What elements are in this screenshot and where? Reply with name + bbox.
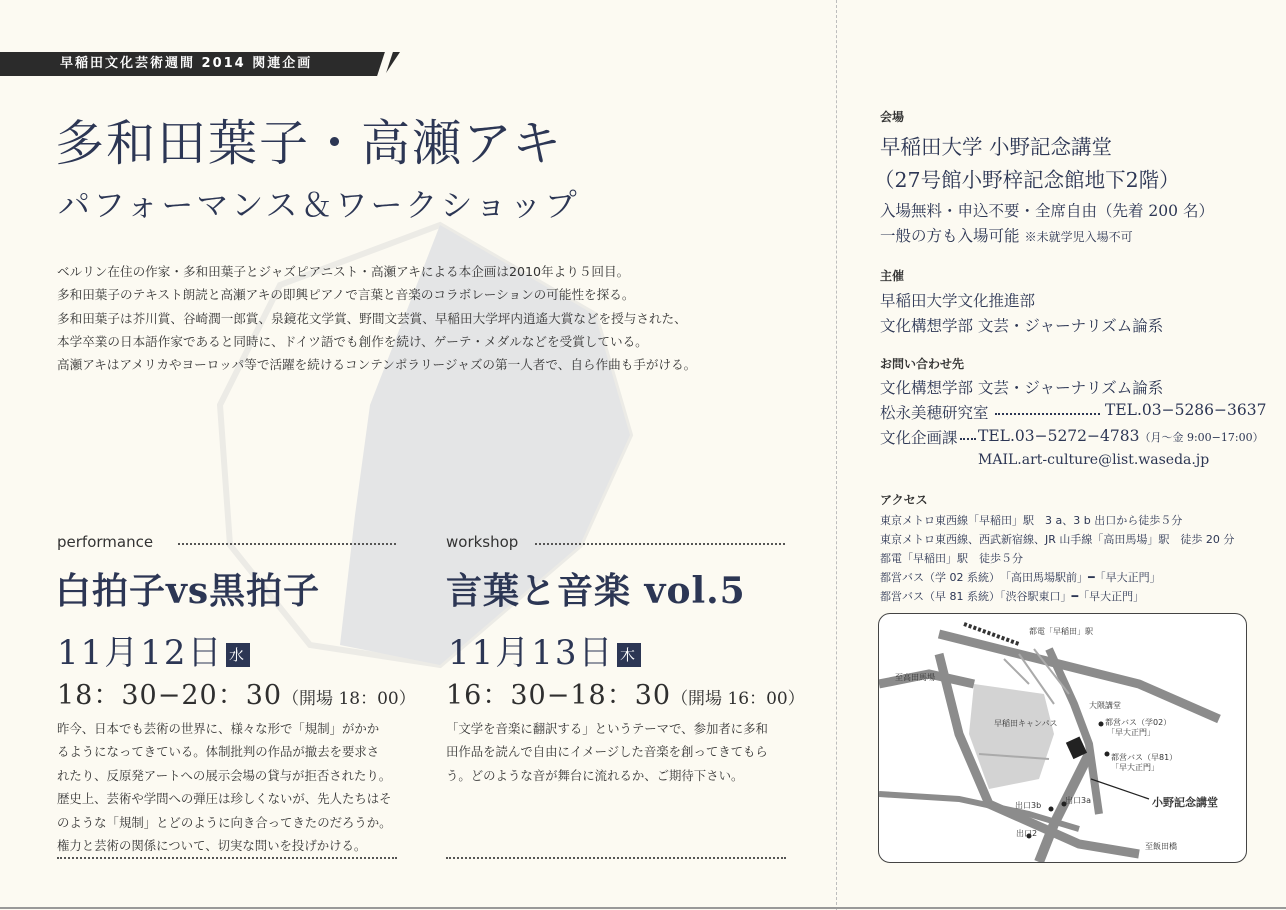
- exit-marker: [1049, 807, 1054, 812]
- bus-stop-marker: [1099, 722, 1104, 727]
- intro-text: [57, 260, 817, 376]
- workshop-time-text: 16：30−18：30: [446, 680, 672, 711]
- organizer-line: 文化構想学部 文芸・ジャーナリズム論系: [880, 317, 1164, 335]
- access-list: [880, 511, 1234, 606]
- performance-time: [57, 673, 416, 712]
- access-line: 都電「早稲田」駅 徒歩５分: [880, 552, 1023, 565]
- map-label-iidabashi: 至飯田橋: [1145, 842, 1177, 851]
- performance-dow: 水: [226, 643, 250, 667]
- performance-desc-line: るようになってきている。体制批判の作品が撤去を要求さ: [57, 744, 380, 760]
- contact-lab-tel: TEL.03−5286−3637: [1105, 401, 1267, 419]
- performance-desc-line: のような「規制」とどのように向き合ってきたのだろうか。: [57, 814, 392, 830]
- access-line: 東京メトロ東西線、西武新宿線、JR 山手線「高田馬場」駅 徒歩 20 分: [880, 533, 1235, 546]
- performance-open-time: （開場 18：00）: [282, 689, 416, 709]
- map-label-takadanobaba: 至高田馬場: [895, 673, 935, 682]
- venue-public: [880, 224, 1133, 246]
- performance-description: [57, 717, 392, 857]
- performance-date: [57, 625, 250, 674]
- workshop-description: [446, 717, 768, 787]
- contact-office-tel: TEL.03−5272−4783: [978, 427, 1140, 445]
- contact-lab-leader: [995, 413, 1100, 415]
- bus-stop-marker: [1105, 752, 1110, 757]
- contact-office: 文化企画課: [880, 429, 958, 447]
- main-title: 多和田葉子・高瀬アキ: [55, 115, 564, 172]
- workshop-desc-line: 「文学を音楽に翻訳する」というテーマで、参加者に多和: [446, 721, 768, 736]
- map-label-toden: 都電「早稲田」駅: [1029, 627, 1093, 636]
- venue-admission: 入場無料・申込不要・全席自由（先着 200 名）: [880, 202, 1214, 220]
- map-label-bus1b: 「早大正門」: [1107, 728, 1155, 737]
- access-map: [878, 613, 1247, 863]
- performance-time-text: 18：30−20：30: [57, 680, 283, 711]
- map-label-exit3b: 出口3b: [1015, 801, 1042, 810]
- contact-office-hours: （月〜金 9:00−17:00）: [1139, 431, 1264, 444]
- contact-mail: MAIL.art-culture@list.waseda.jp: [978, 452, 1210, 468]
- workshop-desc-line: う。どのような音が舞台に流れるか、ご期待下さい。: [446, 767, 744, 783]
- access-line: 東京メトロ東西線「早稲田」駅 3 a、3 b 出口から徒歩５分: [880, 514, 1183, 527]
- intro-line: ベルリン在住の作家・多和田葉子とジャズピアニスト・高瀬アキによる本企画は2010年より５回目。: [57, 264, 630, 279]
- intro-line: 高瀬アキはアメリカやヨーロッパ等で活躍を続けるコンテンポラリージャズの第一人者で、自ら作曲も手がける。: [57, 357, 697, 373]
- contact-dept: 文化構想学部 文芸・ジャーナリズム論系: [880, 379, 1164, 397]
- intro-line: 多和田葉子は芥川賞、谷崎潤一郎賞、泉鏡花文学賞、野間文芸賞、早稲田大学坪内逍遙大賞などを授与された、: [57, 310, 687, 326]
- venue-building: （27号館小野梓記念館地下2階）: [874, 168, 1180, 192]
- performance-desc-line: 権力と芸術の関係について、切実な問いを投げかける。: [57, 838, 367, 854]
- intro-line: 本学卒業の日本語作家であると同時に、ドイツ語でも創作を続け、ゲーテ・メダルなどを受賞している。: [57, 333, 648, 349]
- access-line: 都営バス（早 81 系統）「渋谷駅東口」━「早大正門」: [880, 590, 1145, 603]
- workshop-bottom-rule: [446, 857, 786, 859]
- performance-desc-line: れたり、反原発アートへの展示会場の貸与が拒否されたり。: [57, 767, 392, 783]
- map-label-exit3a: 出口3a: [1065, 796, 1091, 805]
- organizer-line: 早稲田大学文化推進部: [880, 292, 1036, 310]
- workshop-desc-line: 田作品を読んで自由にイメージした音楽を創ってきてもら: [446, 744, 768, 760]
- map-label-exit2: 出口2: [1016, 829, 1038, 838]
- bottom-rule: [0, 907, 1286, 909]
- map-label-bus2: 都営バス（早81）: [1111, 753, 1178, 762]
- contact-heading: お問い合わせ先: [880, 357, 965, 371]
- map-label-bus2b: 「早大正門」: [1111, 763, 1159, 772]
- workshop-dow: 木: [617, 643, 641, 667]
- access-heading: アクセス: [880, 493, 928, 507]
- performance-dotted-rule: [178, 543, 396, 545]
- map-drawing: [879, 614, 1246, 862]
- venue-heading: 会場: [880, 110, 905, 124]
- workshop-time: [446, 673, 805, 712]
- workshop-title: 言葉と音楽 vol.5: [446, 570, 746, 612]
- map-label-campus: 早稲田キャンパス: [994, 719, 1058, 728]
- sub-title: パフォーマンス＆ワークショップ: [58, 186, 580, 224]
- workshop-dotted-rule: [535, 543, 785, 545]
- workshop-date: [448, 625, 641, 674]
- venue-public-text: 一般の方も入場可能: [880, 227, 1020, 245]
- map-label-okuma: 大隈講堂: [1089, 701, 1121, 710]
- performance-title: 白拍子vs黒拍子: [55, 570, 321, 612]
- banner-text: 早稲田文化芸術週間 2014 関連企画: [60, 56, 313, 71]
- contact-office-tel-line: [978, 426, 1264, 445]
- performance-label: performance: [57, 533, 154, 551]
- workshop-open-time: （開場 16：00）: [671, 689, 805, 709]
- workshop-label: workshop: [446, 533, 519, 551]
- organizer-heading: 主催: [880, 269, 905, 283]
- map-label-ono: 小野記念講堂: [1152, 796, 1218, 809]
- venue-name: 早稲田大学 小野記念講堂: [880, 135, 1113, 159]
- column-divider: [836, 0, 837, 910]
- workshop-date-text: 11月13日: [448, 633, 615, 673]
- performance-date-text: 11月12日: [57, 633, 224, 673]
- access-line: 都営バス（学 02 系統） 「高田馬場駅前」━「早大正門」: [880, 571, 1161, 584]
- performance-bottom-rule: [57, 857, 397, 859]
- performance-desc-line: 歴史上、芸術や学問への弾圧は珍しくないが、先人たちはそ: [57, 791, 392, 807]
- performance-desc-line: 昨今、日本でも芸術の世界に、様々な形で「規制」がかか: [57, 721, 380, 736]
- map-label-bus1: 都営バス（学02）: [1105, 718, 1172, 727]
- contact-lab: 松永美穂研究室: [880, 404, 989, 422]
- intro-line: 多和田葉子のテキスト朗読と高瀬アキの即興ピアノで言葉と音楽のコラボレーションの可能性を探る。: [57, 287, 635, 303]
- campus-area: [969, 684, 1054, 789]
- contact-office-leader: [960, 438, 976, 440]
- venue-note: ※未就学児入場不可: [1024, 230, 1133, 244]
